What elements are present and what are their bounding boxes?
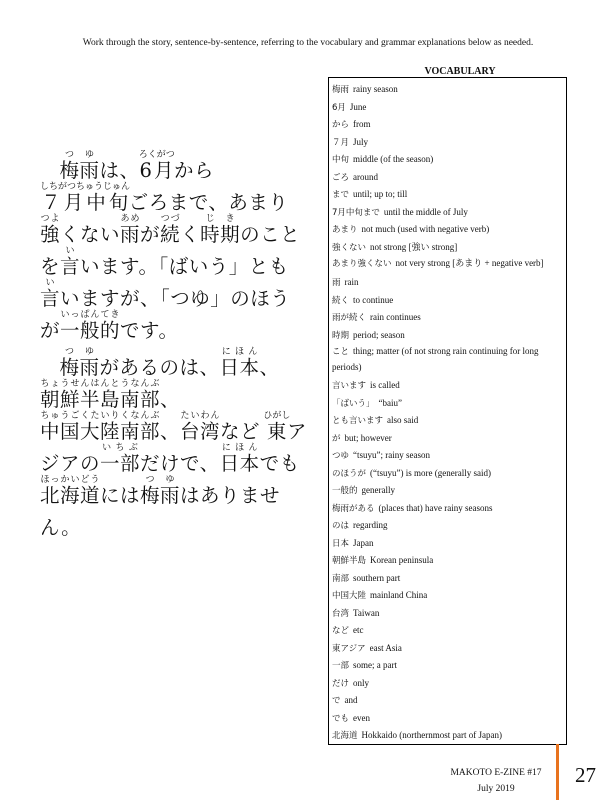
vocab-item xyxy=(332,570,563,588)
vocab-item xyxy=(332,587,563,605)
vocab-term: だけ xyxy=(332,678,350,689)
vocab-item xyxy=(332,500,563,518)
vocab-definition: generally xyxy=(361,485,395,495)
vocab-item xyxy=(332,657,563,675)
vocab-definition: not very strong [あまり + negative verb] xyxy=(395,258,544,268)
vocab-definition: period; season xyxy=(353,329,405,340)
vocab-item xyxy=(332,292,563,310)
footer-accent-bar xyxy=(556,744,559,800)
vocab-term: 梅雨がある xyxy=(332,503,375,514)
word-ichibu: 一部いちぶ xyxy=(100,443,141,475)
vocab-item xyxy=(332,447,563,465)
vocab-term: こと xyxy=(332,347,350,357)
vocab-definition: Korean peninsula xyxy=(370,555,434,565)
word-ame: 雨あめ xyxy=(120,214,141,246)
vocab-item xyxy=(332,465,563,483)
vocab-definition: Taiwan xyxy=(353,607,380,618)
vocab-term: で xyxy=(332,696,341,706)
vocab-definition: Japan xyxy=(353,537,374,548)
word-tsuyu-3: 梅雨つゆ xyxy=(140,475,181,507)
vocab-term: 中国大陸 xyxy=(332,591,367,601)
vocab-definition: not strong [強い strong] xyxy=(370,241,458,252)
vocab-item xyxy=(332,256,563,272)
vocab-term: ７月 xyxy=(332,137,350,148)
word-chousen-hantou-nanbu: 朝鮮半島南部ちょうせんはんとうなんぶ xyxy=(40,379,161,411)
vocab-definition: “baiu” xyxy=(378,397,402,408)
vocab-item xyxy=(332,377,563,395)
vocab-item xyxy=(332,134,563,152)
word-iimasu: 言い xyxy=(60,246,81,278)
vocab-definition: (places that) have rainy seasons xyxy=(378,502,493,513)
vocab-definition: mainland China xyxy=(370,590,428,600)
word-shichigatsu-chuujun: ７月中旬しちがつちゅうじゅん xyxy=(40,182,131,214)
vocab-item xyxy=(332,710,563,728)
vocab-item xyxy=(332,274,563,292)
vocab-term: 一般的 xyxy=(332,486,358,496)
vocab-item xyxy=(332,395,563,413)
vocab-item xyxy=(332,99,563,117)
vocab-definition: east Asia xyxy=(369,642,402,653)
word-rokugatsu: 6月ろくがつ xyxy=(138,150,175,182)
vocab-term: 7月中旬まで xyxy=(332,207,380,218)
word-hokkaidou: 北海道ほっかいどう xyxy=(40,475,101,507)
vocabulary-box xyxy=(328,77,567,745)
vocab-item xyxy=(332,535,563,553)
vocab-definition: is called xyxy=(370,380,400,390)
vocab-term: 北海道 xyxy=(332,731,358,741)
vocab-item xyxy=(332,517,563,535)
vocab-item xyxy=(332,204,563,222)
vocab-term: 続く xyxy=(332,295,350,306)
vocab-definition: until; up to; till xyxy=(353,189,408,199)
vocab-item xyxy=(332,640,563,658)
vocab-definition: rain xyxy=(344,277,359,287)
vocab-item xyxy=(332,430,563,448)
vocab-term: 「ばいう」 xyxy=(332,398,375,409)
vocab-item xyxy=(332,727,563,745)
vocab-item xyxy=(332,151,563,169)
vocab-item xyxy=(332,309,563,327)
word-nihon: 日本にほん xyxy=(219,347,260,379)
vocab-definition: rainy season xyxy=(353,84,398,94)
vocab-definition: (“tsuyu”) is more (generally said) xyxy=(370,467,491,478)
vocab-definition: thing; matter (of not strong rain continuing for long periods) xyxy=(332,346,539,372)
vocab-definition: regarding xyxy=(353,520,388,530)
vocab-definition: also said xyxy=(387,415,419,425)
vocab-term: のほうが xyxy=(332,468,367,479)
word-tsuyu-2: 梅雨つゆ xyxy=(59,347,100,379)
word-iimasu-2: 言い xyxy=(40,278,61,310)
vocab-term: 南部 xyxy=(332,573,350,584)
word-tsuyu: 梅雨つゆ xyxy=(59,150,100,182)
vocab-term: から xyxy=(332,120,350,130)
vocab-definition: but; however xyxy=(344,432,392,443)
word-tsuzuku: 続つづ xyxy=(160,214,181,246)
vocab-definition: rain continues xyxy=(370,312,421,322)
vocab-item xyxy=(332,482,563,500)
vocab-term: 東アジア xyxy=(332,643,366,654)
word-nihon-2: 日本にほん xyxy=(219,443,260,475)
vocab-definition: and xyxy=(344,695,358,705)
issue-date: July 2019 xyxy=(477,784,515,794)
vocab-term: 梅雨 xyxy=(332,85,350,95)
word-tsuyoi: 強つよ xyxy=(40,214,61,246)
word-chuugoku-tairiku-nanbu: 中国大陸南部ちゅうごくたいりくなんぶ xyxy=(40,411,161,443)
instructions: Work through the story, sentence-by-sentence, referring to the vocabulary and grammar explanations below as needed. xyxy=(82,38,534,48)
vocab-definition: some; a part xyxy=(353,660,398,670)
vocab-item xyxy=(332,675,563,693)
vocab-term: あまり強くない xyxy=(332,259,392,269)
vocab-definition: July xyxy=(353,136,369,147)
vocab-definition: from xyxy=(353,119,371,129)
vocab-term: でも xyxy=(332,713,350,724)
word-higashi: 東ひがし xyxy=(263,411,291,443)
vocab-term: つゆ xyxy=(332,451,350,461)
vocab-term: 台湾 xyxy=(332,608,350,619)
vocab-term: ごろ xyxy=(332,172,350,183)
vocab-item xyxy=(332,622,563,640)
vocab-term: あまり xyxy=(332,225,358,235)
vocab-term: が xyxy=(332,433,341,444)
vocab-term: 日本 xyxy=(332,538,350,549)
vocab-definition: southern part xyxy=(353,572,401,583)
vocab-item xyxy=(332,605,563,623)
vocab-item xyxy=(332,327,563,345)
vocab-term: 6月 xyxy=(332,102,346,113)
story-text xyxy=(40,150,315,544)
vocab-term: 時期 xyxy=(332,330,350,341)
vocab-definition: middle (of the season) xyxy=(353,154,434,164)
vocab-definition: June xyxy=(349,101,367,112)
word-jiki: 時期じき xyxy=(200,214,241,246)
word-taiwan: 台湾たいわん xyxy=(180,411,221,443)
vocab-term: まで xyxy=(332,190,350,200)
story-paragraph-2: 梅雨つゆがあるのは、日本にほん、 朝鮮半島南部ちょうせんはんとうなんぶ、 中国大陸南部ちゅうごくたいりくなんぶ、台湾たいわんなど 東ひがしア ジアの一部いちぶだけで、日本にほんでも 北海道ほっかいどうには梅雨つゆはありませ ん。 xyxy=(40,347,307,539)
word-ippanteki: 一般的いっぱんてき xyxy=(60,310,121,342)
vocab-item xyxy=(332,412,563,430)
vocab-term: 強くない xyxy=(332,242,367,253)
vocab-term: 雨が続く xyxy=(332,313,367,323)
vocab-item xyxy=(332,692,563,710)
vocab-item xyxy=(332,552,563,570)
vocab-definition: only xyxy=(353,677,370,688)
vocab-term: 一部 xyxy=(332,661,350,671)
vocab-item xyxy=(332,344,563,375)
vocab-term: 雨 xyxy=(332,278,341,288)
vocab-term: 中旬 xyxy=(332,155,350,165)
vocab-term: など xyxy=(332,626,350,636)
vocab-definition: around xyxy=(353,171,379,182)
vocab-term: 朝鮮半島 xyxy=(332,556,367,566)
vocab-term: 言います xyxy=(332,381,367,391)
vocab-item xyxy=(332,116,563,134)
vocab-definition: even xyxy=(353,712,371,723)
vocab-item xyxy=(332,81,563,99)
vocab-definition: to continue xyxy=(353,294,394,305)
page-number: 27 xyxy=(575,763,596,787)
vocab-item xyxy=(332,186,563,204)
vocab-definition: not much (used with negative verb) xyxy=(361,224,490,234)
vocabulary-heading: VOCABULARY xyxy=(424,66,496,77)
vocab-item xyxy=(332,221,563,239)
vocab-item xyxy=(332,169,563,187)
vocab-definition: “tsuyu”; rainy season xyxy=(353,450,430,460)
vocab-term: のは xyxy=(332,521,350,531)
vocab-definition: until the middle of July xyxy=(383,206,468,217)
vocab-term: とも言います xyxy=(332,416,384,426)
vocab-definition: etc xyxy=(353,625,364,635)
magazine-title: MAKOTO E-ZINE #17 xyxy=(450,768,542,778)
story-paragraph-1: 梅雨つゆは、6月ろくがつから ７月中旬しちがつちゅうじゅんごろまで、あまり 強つよくない雨あめが続つづく時期じきのこと を言いいます。「ばいう」とも 言いいますが、「つゆ」のほう が一般的いっぱんてきです。 xyxy=(40,150,301,342)
vocab-definition: Hokkaido (northernmost part of Japan) xyxy=(361,730,502,740)
vocab-item xyxy=(332,239,563,257)
